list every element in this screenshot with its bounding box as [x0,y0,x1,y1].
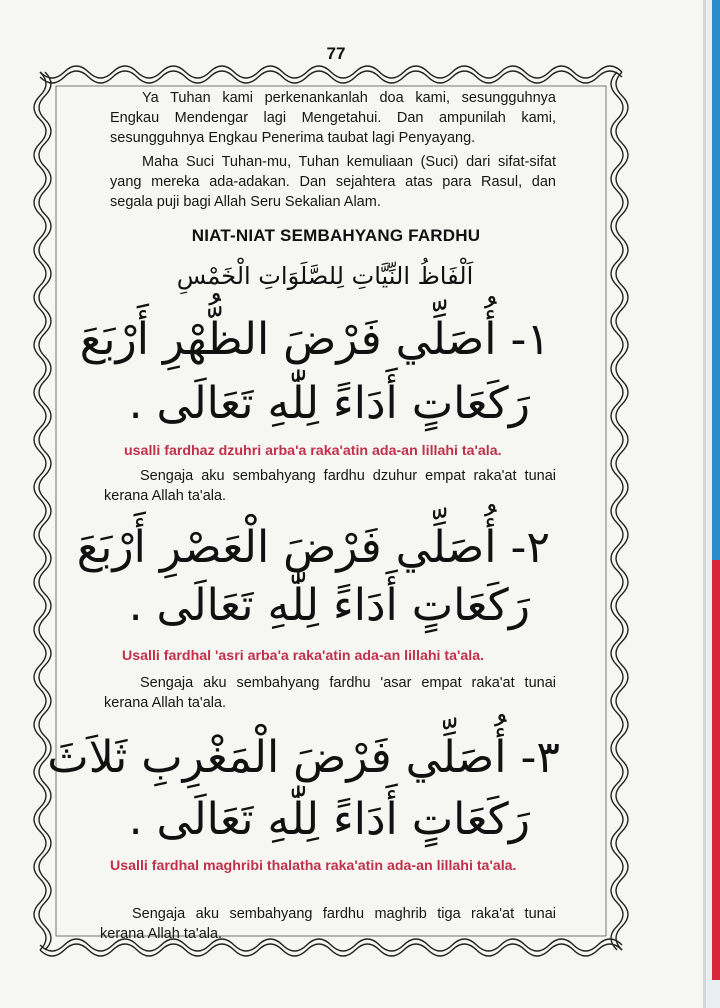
niat-1-arabic-line-1: ١- أُصَلِّي فَرْضَ الظُّهْرِ أَرْبَعَ [79,314,550,365]
niat-2-arabic-line-2: رَكَعَاتٍ أَدَاءً لِلّٰهِ تَعَالَى . [128,580,530,631]
page-number: 77 [326,44,346,63]
niat-3-arabic-line-1: ٣- أُصَلِّي فَرْضَ الْمَغْرِبِ ثَلاَثَ [47,732,560,783]
niat-1-arabic-line-2: رَكَعَاتٍ أَدَاءً لِلّٰهِ تَعَالَى . [128,378,530,429]
border-wave [39,72,51,950]
border-wave [611,72,623,950]
border-wave [34,72,46,950]
prayer-paragraph-1 [110,88,556,148]
niat-2-arabic-line-1: ٢- أُصَلِّي فَرْضَ الْعَصْرِ أَرْبَعَ [76,522,550,573]
niat-1-meaning-text: Sengaja aku sembahyang fardhu dzuhur empat raka'at tunai kerana Allah ta'ala. [104,468,556,504]
niat-1-transliteration: usalli fardhaz dzuhri arba'a raka'atin ada-an lillahi ta'ala. [124,443,502,459]
border-wave [616,72,628,950]
prayer-paragraph-2 [110,152,556,212]
prayer-text-1: Ya Tuhan kami perkenankanlah doa kami, sesungguhnya Engkau Mendengar lagi Mengetahui. Dan ampunilah kami, sesungguhnya Engkau Penerima taubat lagi Penyayang. [110,90,556,146]
niat-2-meaning-text: Sengaja aku sembahyang fardhu 'asar empat raka'at tunai kerana Allah ta'ala. [104,675,556,711]
section-heading: NIAT-NIAT SEMBAHYANG FARDHU [191,226,481,245]
niat-3-meaning-text: Sengaja aku sembahyang fardhu maghrib tiga raka'at tunai kerana Allah ta'ala. [100,906,556,942]
niat-3-arabic-line-2: رَكَعَاتٍ أَدَاءً لِلّٰهِ تَعَالَى . [128,794,530,845]
niat-2-transliteration: Usalli fardhal 'asri arba'a raka'atin ada-an lillahi ta'ala. [122,648,485,664]
niat-3-transliteration: Usalli fardhal maghribi thalatha raka'atin ada-an lillahi ta'ala. [110,858,517,874]
niat-1-meaning [104,466,556,506]
prayer-text-2: Maha Suci Tuhan-mu, Tuhan kemuliaan (Suci) dari sifat-sifat yang mereka ada-adakan. Dan sejahtera atas para Rasul, dan segala puji bagi Allah Seru Sekalian Alam. [110,154,556,210]
arabic-title: اَلْفَاظُ النِّيَّاتِ لِلصَّلَوَاتِ الْخَمْسِ [176,262,474,290]
niat-3-meaning [100,904,556,944]
niat-2-meaning [104,673,556,713]
